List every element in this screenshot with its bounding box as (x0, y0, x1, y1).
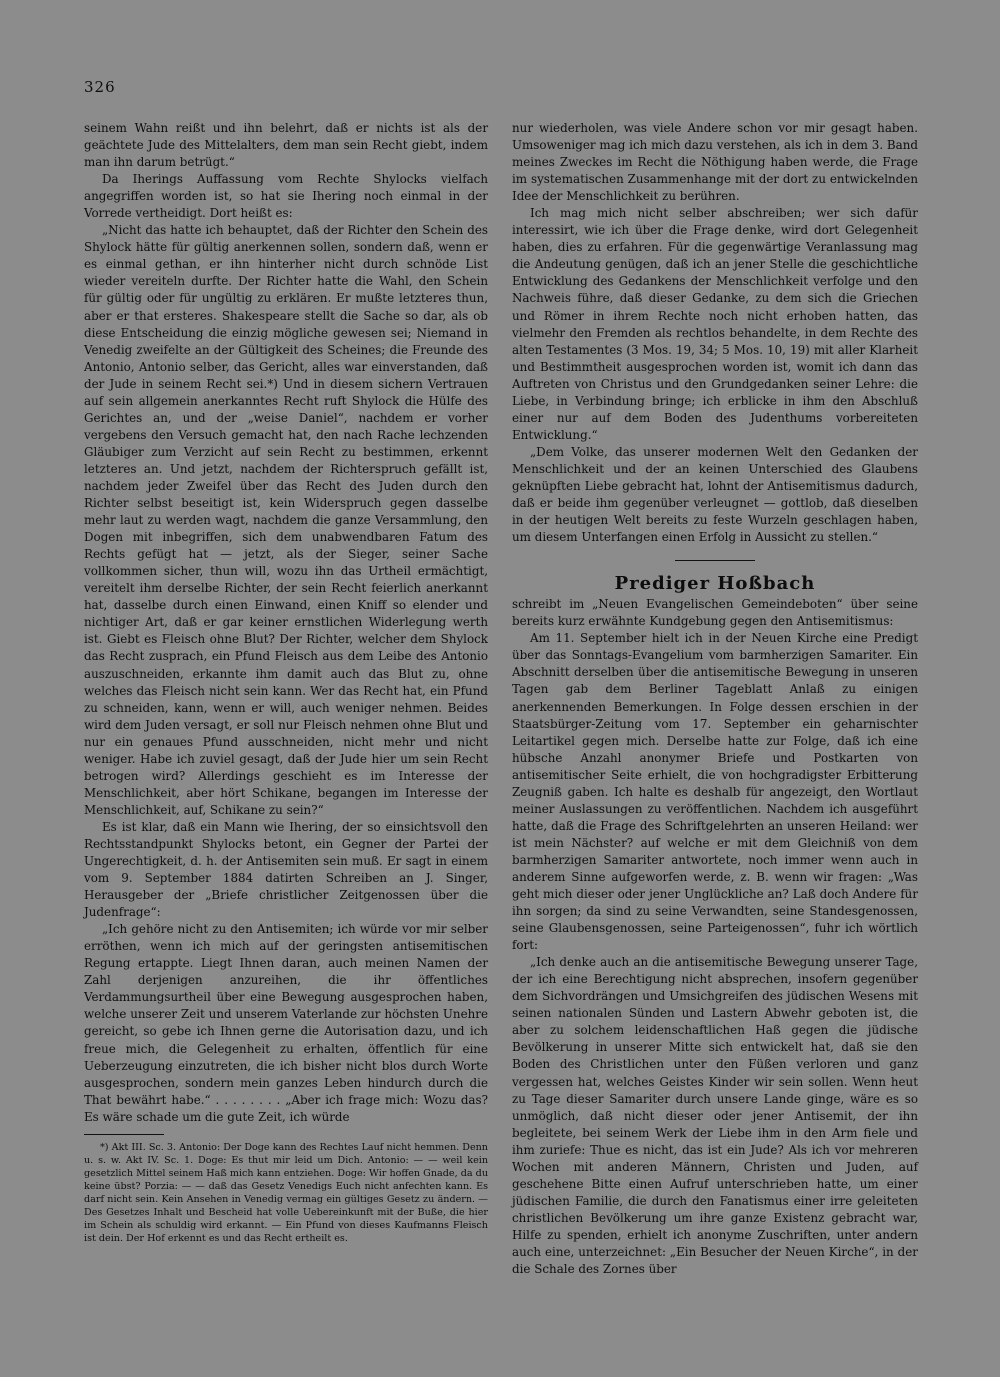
paragraph: schreibt im „Neuen Evangelischen Gemeindeboten“ über seine bereits kurz erwähnte Kundgebung gegen den Antisemitismus: (512, 597, 918, 629)
paragraph: Ich mag mich nicht selber abschreiben; wer sich dafür interessirt, wie ich über die Frage denke, wird dort Gelegenheit haben, dies zu erfahren. Für die gegenwärtige Veranlassung mag die Andeutung genügen, daß ich an jener Stelle die geschichtliche Entwicklung des Gedankens der Menschlichkeit verfolge und den Nachweis führe, daß dieser Gedanke, zu dem sich die Griechen und Römer in ihrem Rechte noch nicht erhoben hatten, das vielmehr den Fremden als rechtlos behandelte, in dem Rechte des alten Testamentes (3 Mos. 19, 34; 5 Mos. 10, 19) mit aller Klarheit und Bestimmtheit ausgesprochen worden ist, womit ich dann das Auftreten von Christus und den Grundgedanken seiner Lehre: die Liebe, in Verbindung bringe; ich erblicke in ihm den Abschluß einer nur auf dem Boden des Judenthums vorbereiteten Entwicklung.“ (512, 206, 918, 442)
paragraph: Da Iherings Auffassung vom Rechte Shylocks vielfach angegriffen worden ist, so hat sie Ihering noch einmal in der Vorrede vertheidigt. Dort heißt es: (84, 172, 488, 221)
footnote-divider (84, 1134, 164, 1135)
paragraph: „Nicht das hatte ich behauptet, daß der Richter den Schein des Shylock hätte für gültig anerkennen sollen, sondern daß, wenn er es einmal gethan, er ihn hinterher nicht durch schnöde List wieder vereiteln durfte. Der Richter hatte die Wahl, den Schein für gültig oder für ungültig zu erklären. Er mußte letzteres thun, aber er that ersteres. Shakespeare stellt die Sache so dar, als ob diese Entscheidung die einzig mögliche gewesen sei; Niemand in Venedig zweifelte an der Gültigkeit des Scheines; die Freunde des Antonio, Antonio selber, das Gericht, alles war einverstanden, daß der Jude in seinem Recht sei.*) Und in diesem sichern Vertrauen auf sein allgemein anerkanntes Recht ruft Shylock die Hülfe des Gerichtes an, und der „weise Daniel“, nachdem er vorher vergebens den Versuch gemacht hat, den nach Rache lechzenden Gläubiger zum Verzicht auf sein Recht zu bestimmen, erkennt letzteres an. Und jetzt, nachdem der Richterspruch gefällt ist, nachdem jeder Zweifel über das Recht des Juden durch den Richter selbst beseitigt ist, kein Widerspruch gegen dasselbe mehr laut zu werden wagt, nachdem die ganze Versammlung, den Dogen mit inbegriffen, sich dem unabwendbaren Fatum des Rechts gefügt hat — jetzt, als der Sieger, seiner Sache vollkommen sicher, thun will, wozu ihn das Urtheil ermächtigt, vereitelt ihm derselbe Richter, der sein Recht feierlich anerkannt hat, dasselbe durch einen Einwand, einen Kniff so elender und nichtiger Art, daß er gar keiner ernstlichen Widerlegung werth ist. Giebt es Fleisch ohne Blut? Der Richter, welcher dem Shylock das Recht zusprach, ein Pfund Fleisch aus dem Leibe des Antonio auszuschneiden, erkannte ihm damit auch das Blut zu, ohne welches das Fleisch nicht sein kann. Wer das Recht hat, ein Pfund zu schneiden, kann, wenn er will, auch weniger nehmen. Beides wird dem Juden versagt, er soll nur Fleisch nehmen ohne Blut und nur ein genaues Pfund ausschneiden, nicht mehr und nicht weniger. Habe ich zuviel gesagt, daß der Jude hier um sein Recht betrogen wird? Allerdings geschieht es im Interesse der Menschlichkeit, aber hört Schikane, begangen im Interesse der Menschlichkeit, auf, Schikane zu sein?“ (84, 223, 488, 817)
paragraph: nur wiederholen, was viele Andere schon vor mir gesagt haben. Umsoweniger mag ich mich dazu verstehen, als ich in dem 3. Band meines Zweckes im Recht die Nöthigung haben werde, die Frage im systematischen Zusammenhange mit der dort zu entwickelnden Idee der Menschlichkeit zu berühren. (512, 121, 918, 204)
paragraph: seinem Wahn reißt und ihn belehrt, daß er nichts ist als der geächtete Jude des Mittelalters, dem man sein Recht giebt, indem man ihn darum betrügt.“ (84, 121, 488, 170)
section-heading: Prediger Hoßbach (614, 573, 816, 595)
left-column (84, 120, 488, 1245)
footnote (84, 1141, 488, 1245)
right-column (512, 120, 918, 1278)
paragraph: Es ist klar, daß ein Mann wie Ihering, der so einsichtsvoll den Rechtsstandpunkt Shylocks betont, ein Gegner der Partei der Ungerechtigkeit, d. h. der Antisemiten sein muß. Er sagt in einem vom 9. September 1884 datirten Schreiben an J. Singer, Herausgeber der „Briefe christlicher Zeitgenossen über die Judenfrage“: (84, 819, 488, 920)
page-number: 326 (84, 78, 116, 96)
paragraph: Am 11. September hielt ich in der Neuen Kirche eine Predigt über das Sonntags-Evangelium vom barmherzigen Samariter. Ein Abschnitt derselben über die antisemitische Bewegung in unseren Tagen gab dem Berliner Tageblatt Anlaß zu einigen anerkennenden Bemerkungen. In Folge dessen erschien in der Staatsbürger-Zeitung vom 17. September ein geharnischter Leitartikel gegen mich. Derselbe hatte zur Folge, daß ich eine hübsche Anzahl anonymer Briefe und Postkarten von antisemitischer Seite erhielt, die von hochgradigster Erbitterung Zeugniß gaben. Ich halte es deshalb für angezeigt, den Wortlaut meiner Auslassungen zu veröffentlichen. Nachdem ich ausgeführt hatte, daß die Frage des Schriftgelehrten an unseren Heiland: wer ist mein Nächster? auf welche er mit dem Gleichniß von dem barmherzigen Samariter antwortete, noch immer wenn auch in anderem Sinne aufgeworfen werde, z. B. wenn wir fragen: „Was geht mich dieser oder jener Unglückliche an? Laß doch Andere für ihn sorgen; da sind zu seine Verwandten, seine Standesgenossen, seine Glaubensgenossen, seine Parteigenossen“, fuhr ich wörtlich fort: (512, 631, 918, 953)
paragraph: „Ich gehöre nicht zu den Antisemiten; ich würde vor mir selber erröthen, wenn ich mich auf der geringsten antisemitischen Regung ertappte. Liegt Ihnen daran, auch meinen Namen der Zahl derjenigen anzureihen, die ihr öffentliches Verdammungsurtheil über eine Bewegung ausgesprochen haben, welche unserer Zeit und unserem Vaterlande zur höchsten Unehre gereicht, so gebe ich Ihnen gerne die Autorisation dazu, und ich freue mich, die Gelegenheit zu erhalten, öffentlich für eine Ueberzeugung einzutreten, die ich bisher nicht blos durch Worte ausgesprochen, sondern mein ganzes Leben hindurch durch die That bewährt habe.“ . . . . . . . . „Aber ich frage mich: Wozu das? Es wäre schade um die gute Zeit, ich würde (84, 922, 488, 1124)
footnote-text: *) Akt III. Sc. 3. Antonio: Der Doge kann des Rechtes Lauf nicht hemmen. Denn u. s. w. Akt IV. Sc. 1. Doge: Es thut mir leid um Dich. Antonio: — — weil kein gesetzlich Mittel seinem Haß mich kann entziehen. Doge: Wir hoffen Gnade, da du keine übst? Porzia: — — daß das Gesetz Venedigs Euch nicht anfechten kann. Es darf nicht sein. Kein Ansehen in Venedig vermag ein gültiges Gesetz zu ändern. — Des Gesetzes Inhalt und Bescheid hat volle Uebereinkunft mit der Buße, die hier im Schein als schuldig wird erkannt. — Ein Pfund von dieses Kaufmanns Fleisch ist dein. Der Hof erkennt es und das Recht ertheilt es. (84, 1141, 488, 1245)
paragraph: „Ich denke auch an die antisemitische Bewegung unserer Tage, der ich eine Berechtigung nicht absprechen, insofern gegenüber dem Sichvordrängen und Umsichgreifen des jüdischen Wesens mit seinen nationalen Sünden und Lastern Abwehr geboten ist, die aber zu solchem leidenschaftlichen Haß gegen die jüdische Bevölkerung in unserer Mitte sich entwickelt hat, daß sie den Boden des Christlichen unter den Füßen verloren und ganz vergessen hat, welches Geistes Kinder wir sein sollen. Wenn heut zu Tage dieser Samariter durch unsere Lande ginge, wäre es so unmöglich, daß nicht dieser oder jener Antisemit, der ihn begleitete, bei seinem Werk der Liebe ihm in den Arm fiele und ihm zuriefe: Thue es nicht, das ist ein Jude? Als ich vor mehreren Wochen mit anderen Männern, Christen und Juden, auf geschehene Bitte einen Aufruf unterschrieben hatte, um einer jüdischen Familie, die durch den Fanatismus einer irre geleiteten christlichen Bevölkerung um ihre ganze Existenz gebracht war, Hilfe zu spenden, erhielt ich anonyme Zuschriften, unter andern auch eine, unterzeichnet: „Ein Besucher der Neuen Kirche“, in der die Schale des Zornes über (512, 955, 918, 1277)
paragraph: „Dem Volke, das unserer modernen Welt den Gedanken der Menschlichkeit und der an keinen Unterschied des Glaubens geknüpften Liebe gebracht hat, lohnt der Antisemitismus dadurch, daß er beide ihm gegenüber verleugnet — gottlob, daß dieselben in der heutigen Welt bereits zu feste Wurzeln geschlagen haben, um diesem Unterfangen einen Erfolg in Aussicht zu stellen.“ (512, 444, 918, 545)
section-separator (675, 560, 755, 561)
